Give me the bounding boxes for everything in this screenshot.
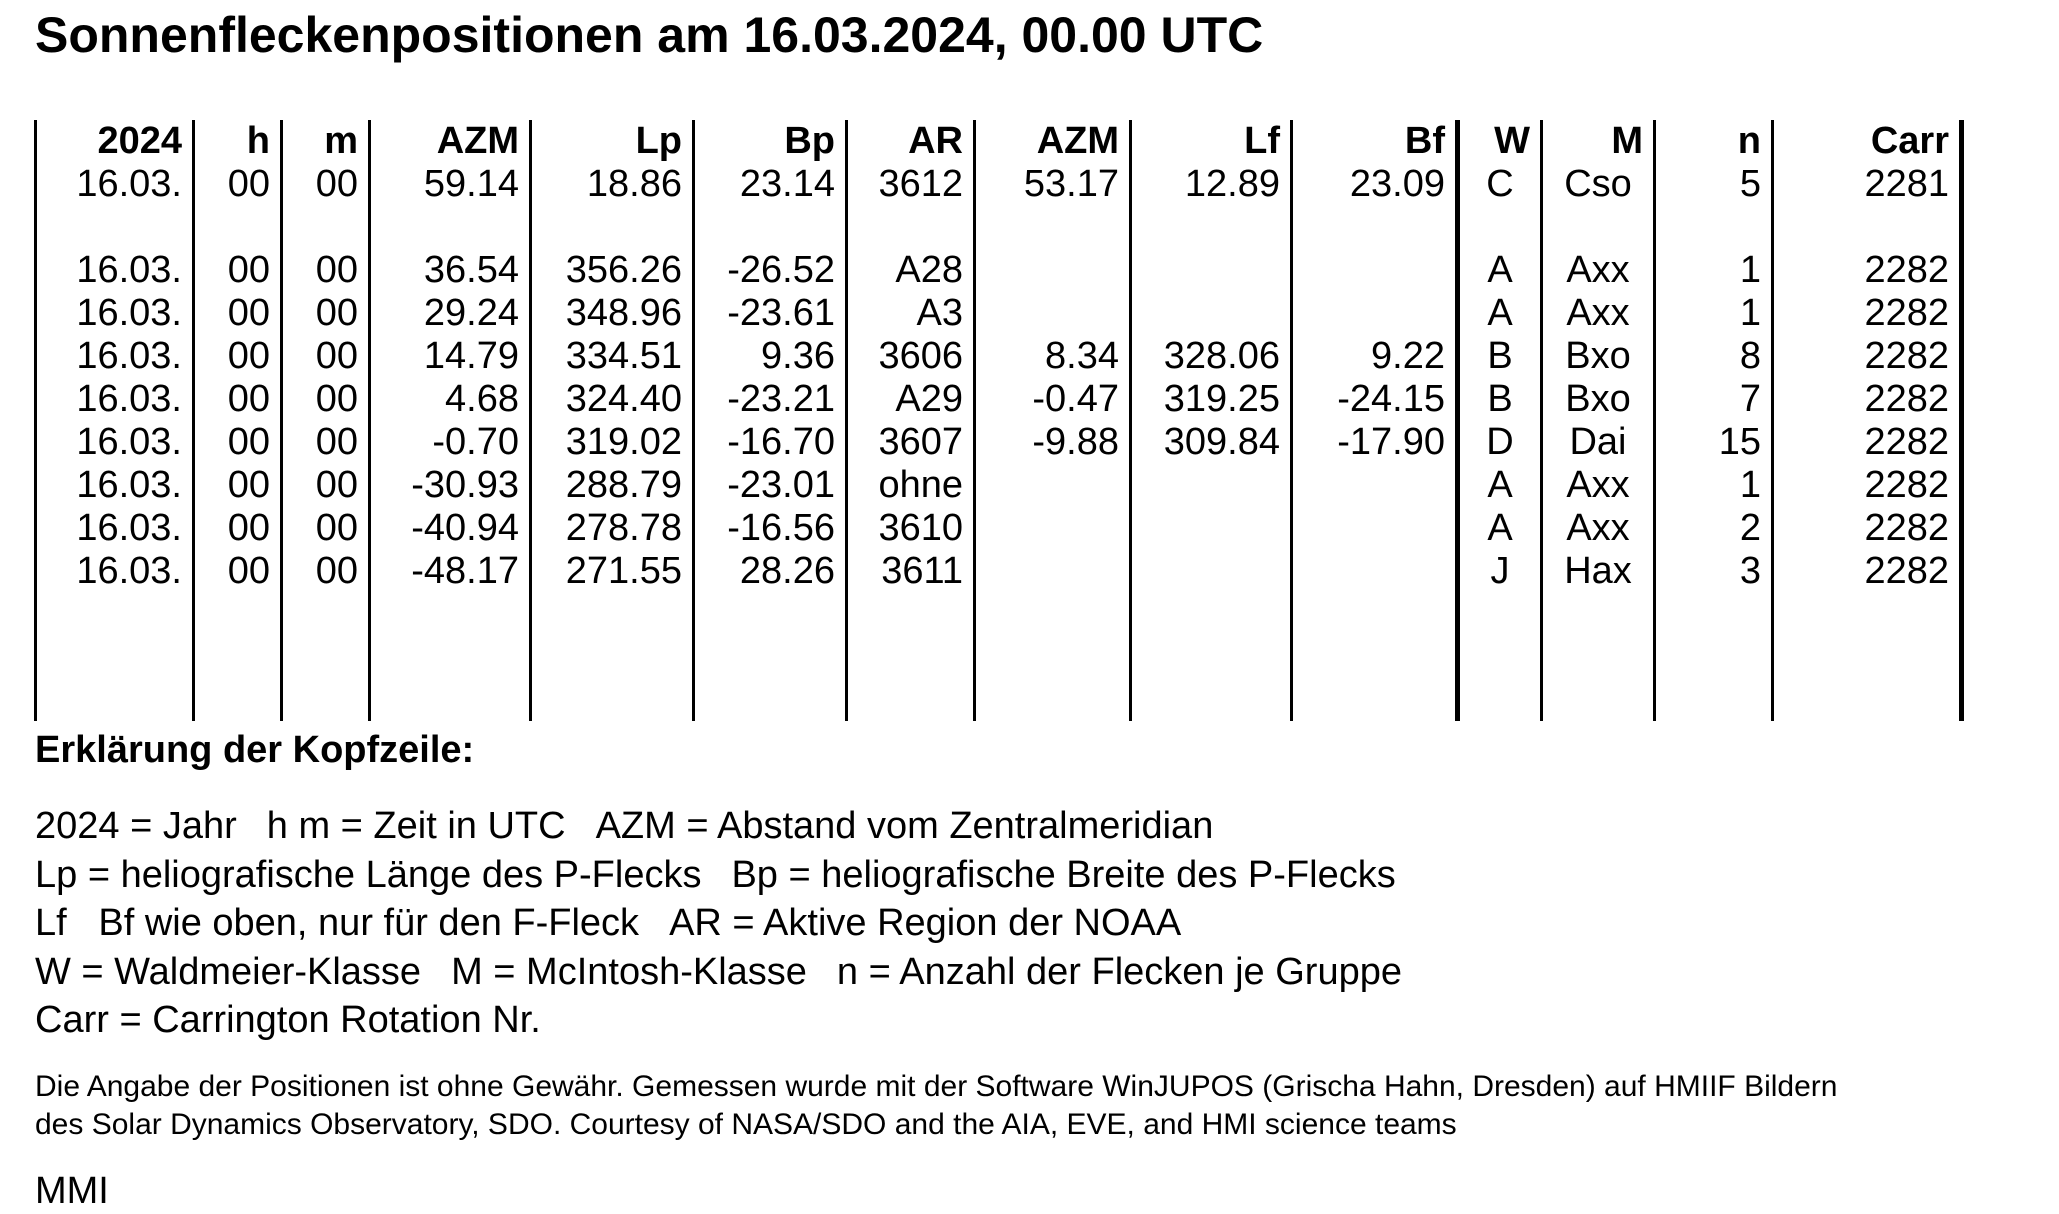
table-cell — [1542, 593, 1655, 721]
table-cell: Dai — [1542, 421, 1655, 464]
table-cell: A — [1458, 507, 1542, 550]
table-row — [36, 292, 1962, 335]
table-cell: 2282 — [1773, 464, 1962, 507]
table-cell — [1458, 206, 1542, 249]
table-cell — [1131, 206, 1292, 249]
table-cell — [1131, 507, 1292, 550]
table-spacer-row — [36, 593, 1962, 721]
table-cell: -30.93 — [370, 464, 531, 507]
legend — [35, 802, 1402, 1045]
table-cell: 00 — [194, 378, 282, 421]
table-cell: 2282 — [1773, 292, 1962, 335]
legend-item: W = Waldmeier-Klasse — [35, 950, 422, 993]
table-cell: 00 — [194, 507, 282, 550]
table-cell: 1 — [1655, 249, 1773, 292]
table-cell — [847, 206, 975, 249]
table-cell: -23.21 — [694, 378, 847, 421]
table-cell: Axx — [1542, 464, 1655, 507]
table-row — [36, 550, 1962, 593]
table-cell: -23.61 — [694, 292, 847, 335]
table-cell: 9.22 — [1292, 335, 1458, 378]
table-cell — [1292, 507, 1458, 550]
table-cell: -0.47 — [975, 378, 1131, 421]
table-cell — [1131, 464, 1292, 507]
column-header: AZM — [370, 120, 531, 163]
table-cell: 00 — [282, 292, 370, 335]
table-cell: 59.14 — [370, 163, 531, 206]
table-cell: J — [1458, 550, 1542, 593]
table-cell: 23.09 — [1292, 163, 1458, 206]
table-cell: B — [1458, 378, 1542, 421]
table-cell — [1292, 593, 1458, 721]
table-cell: 288.79 — [531, 464, 694, 507]
table-cell: 00 — [282, 163, 370, 206]
table-cell: D — [1458, 421, 1542, 464]
table-cell — [975, 249, 1131, 292]
table-cell: 5 — [1655, 163, 1773, 206]
table-cell: 4.68 — [370, 378, 531, 421]
disclaimer-line: des Solar Dynamics Observatory, SDO. Courtesy of NASA/SDO and the AIA, EVE, and HMI science teams — [35, 1108, 1457, 1141]
table-cell — [975, 507, 1131, 550]
table-cell: ohne — [847, 464, 975, 507]
table-cell: -9.88 — [975, 421, 1131, 464]
table-cell: A28 — [847, 249, 975, 292]
legend-item: Lp = heliografische Länge des P-Flecks — [35, 853, 702, 896]
column-header: W — [1458, 120, 1542, 163]
column-header: AR — [847, 120, 975, 163]
table-cell: 00 — [194, 464, 282, 507]
table-cell — [694, 593, 847, 721]
legend-item: Lf Bf wie oben, nur für den F-Fleck — [35, 902, 640, 944]
table-cell: 00 — [194, 550, 282, 593]
table-cell: Bxo — [1542, 378, 1655, 421]
table-cell — [1131, 593, 1292, 721]
table-cell: 3612 — [847, 163, 975, 206]
table-cell — [1542, 206, 1655, 249]
table-cell — [1655, 593, 1773, 721]
table-cell: -23.01 — [694, 464, 847, 507]
table-cell — [1458, 593, 1542, 721]
table-cell — [975, 292, 1131, 335]
legend-item: Bp = heliografische Breite des P-Flecks — [731, 853, 1396, 896]
table-cell: 16.03. — [36, 335, 194, 378]
table-row — [36, 421, 1962, 464]
table-cell: 53.17 — [975, 163, 1131, 206]
table-cell — [1292, 206, 1458, 249]
table-cell: 00 — [282, 249, 370, 292]
table-cell: 2282 — [1773, 421, 1962, 464]
table-cell: 2282 — [1773, 378, 1962, 421]
table-cell: A — [1458, 292, 1542, 335]
table-cell: 319.25 — [1131, 378, 1292, 421]
legend-line — [35, 948, 1402, 997]
table-cell: A — [1458, 249, 1542, 292]
table-cell: 3611 — [847, 550, 975, 593]
table-cell: 16.03. — [36, 507, 194, 550]
table-cell: -48.17 — [370, 550, 531, 593]
table-cell: -16.56 — [694, 507, 847, 550]
table-row — [36, 464, 1962, 507]
table-cell: 14.79 — [370, 335, 531, 378]
table-cell: 3606 — [847, 335, 975, 378]
table-header-row — [36, 120, 1962, 163]
table-cell: 356.26 — [531, 249, 694, 292]
table-cell — [975, 593, 1131, 721]
column-header: Lp — [531, 120, 694, 163]
column-header: AZM — [975, 120, 1131, 163]
table-row — [36, 378, 1962, 421]
table-cell: 9.36 — [694, 335, 847, 378]
table-cell: 328.06 — [1131, 335, 1292, 378]
legend-item: h m = Zeit in UTC — [266, 805, 566, 847]
table-cell: Axx — [1542, 249, 1655, 292]
disclaimer — [35, 1068, 1837, 1144]
legend-line — [35, 851, 1402, 900]
legend-line — [35, 802, 1402, 851]
table-cell: 334.51 — [531, 335, 694, 378]
table-cell: 8.34 — [975, 335, 1131, 378]
column-header: Bf — [1292, 120, 1458, 163]
column-header: Lf — [1131, 120, 1292, 163]
table-cell — [975, 206, 1131, 249]
table-cell: 3 — [1655, 550, 1773, 593]
table-cell: 7 — [1655, 378, 1773, 421]
table-cell: 1 — [1655, 292, 1773, 335]
table-cell: 348.96 — [531, 292, 694, 335]
table-cell: 00 — [282, 421, 370, 464]
table-cell — [531, 206, 694, 249]
table-cell — [194, 206, 282, 249]
table-cell: 00 — [282, 464, 370, 507]
table-cell: 12.89 — [1131, 163, 1292, 206]
sunspot-table-container — [34, 120, 1964, 721]
table-cell: 271.55 — [531, 550, 694, 593]
legend-item: Carr = Carrington Rotation Nr. — [35, 999, 541, 1041]
legend-line — [35, 996, 1402, 1045]
table-cell: 28.26 — [694, 550, 847, 593]
table-cell: 2282 — [1773, 550, 1962, 593]
table-cell: -24.15 — [1292, 378, 1458, 421]
table-cell: 00 — [282, 507, 370, 550]
table-cell — [1292, 550, 1458, 593]
table-cell: 23.14 — [694, 163, 847, 206]
table-cell: 16.03. — [36, 292, 194, 335]
table-cell: -26.52 — [694, 249, 847, 292]
table-cell: 00 — [194, 335, 282, 378]
table-cell: -17.90 — [1292, 421, 1458, 464]
table-cell — [975, 550, 1131, 593]
table-cell: 18.86 — [531, 163, 694, 206]
table-cell — [1292, 249, 1458, 292]
table-cell — [370, 593, 531, 721]
table-cell: -40.94 — [370, 507, 531, 550]
table-cell: 1 — [1655, 464, 1773, 507]
table-cell: Bxo — [1542, 335, 1655, 378]
table-cell: 324.40 — [531, 378, 694, 421]
table-cell: Axx — [1542, 507, 1655, 550]
legend-item: AZM = Abstand vom Zentralmeridian — [595, 805, 1214, 847]
table-cell: 8 — [1655, 335, 1773, 378]
table-row — [36, 335, 1962, 378]
table-cell — [1773, 206, 1962, 249]
table-cell: 2281 — [1773, 163, 1962, 206]
table-cell — [282, 593, 370, 721]
table-cell: Hax — [1542, 550, 1655, 593]
table-cell: A3 — [847, 292, 975, 335]
table-cell: 16.03. — [36, 249, 194, 292]
table-cell — [694, 206, 847, 249]
table-cell: 16.03. — [36, 550, 194, 593]
table-cell: 2 — [1655, 507, 1773, 550]
table-cell: -0.70 — [370, 421, 531, 464]
table-cell — [1773, 593, 1962, 721]
table-cell: 2282 — [1773, 507, 1962, 550]
table-cell — [370, 206, 531, 249]
table-row — [36, 163, 1962, 206]
table-cell: A — [1458, 464, 1542, 507]
table-row — [36, 249, 1962, 292]
signature: MMI — [35, 1170, 109, 1212]
legend-item: n = Anzahl der Flecken je Gruppe — [836, 950, 1402, 993]
column-header: Bp — [694, 120, 847, 163]
table-cell — [1292, 464, 1458, 507]
column-header: Carr — [1773, 120, 1962, 163]
table-cell: 00 — [282, 378, 370, 421]
table-cell: 319.02 — [531, 421, 694, 464]
table-cell: B — [1458, 335, 1542, 378]
table-cell — [282, 206, 370, 249]
table-spacer-row — [36, 206, 1962, 249]
table-cell: 278.78 — [531, 507, 694, 550]
table-cell: 3610 — [847, 507, 975, 550]
table-cell: 00 — [194, 421, 282, 464]
table-cell — [847, 593, 975, 721]
column-header: 2024 — [36, 120, 194, 163]
table-cell — [36, 593, 194, 721]
table-cell — [531, 593, 694, 721]
column-header: M — [1542, 120, 1655, 163]
table-cell: 00 — [194, 249, 282, 292]
table-cell — [1655, 206, 1773, 249]
legend-title: Erklärung der Kopfzeile: — [35, 729, 475, 771]
table-cell — [975, 464, 1131, 507]
legend-line — [35, 899, 1402, 948]
table-cell — [1292, 292, 1458, 335]
table-cell: Axx — [1542, 292, 1655, 335]
table-cell: C — [1458, 163, 1542, 206]
table-cell: 00 — [194, 163, 282, 206]
table-cell: 16.03. — [36, 378, 194, 421]
table-cell: 29.24 — [370, 292, 531, 335]
legend-item: 2024 = Jahr — [35, 805, 237, 847]
table-cell — [1131, 550, 1292, 593]
table-cell: 16.03. — [36, 163, 194, 206]
disclaimer-line: Die Angabe der Positionen ist ohne Gewähr. Gemessen wurde mit der Software WinJUPOS (Grischa Hahn, Dresden) auf HMIIF Bildern — [35, 1070, 1838, 1103]
table-cell — [194, 593, 282, 721]
table-cell: Cso — [1542, 163, 1655, 206]
column-header: m — [282, 120, 370, 163]
table-cell — [1131, 249, 1292, 292]
table-cell: -16.70 — [694, 421, 847, 464]
page-title: Sonnenfleckenpositionen am 16.03.2024, 00.00 UTC — [35, 7, 1264, 63]
table-cell: A29 — [847, 378, 975, 421]
table-cell — [1131, 292, 1292, 335]
table-cell — [36, 206, 194, 249]
table-cell: 15 — [1655, 421, 1773, 464]
column-header: n — [1655, 120, 1773, 163]
table-cell: 16.03. — [36, 421, 194, 464]
table-body — [36, 163, 1962, 721]
sunspot-table — [34, 120, 1964, 721]
table-cell: 309.84 — [1131, 421, 1292, 464]
table-cell: 00 — [282, 550, 370, 593]
table-cell: 2282 — [1773, 249, 1962, 292]
table-cell: 16.03. — [36, 464, 194, 507]
table-cell: 3607 — [847, 421, 975, 464]
legend-item: M = McIntosh-Klasse — [451, 950, 807, 993]
table-cell: 00 — [194, 292, 282, 335]
legend-item: AR = Aktive Region der NOAA — [669, 902, 1182, 944]
table-row — [36, 507, 1962, 550]
table-cell: 2282 — [1773, 335, 1962, 378]
table-cell: 36.54 — [370, 249, 531, 292]
table-cell: 00 — [282, 335, 370, 378]
column-header: h — [194, 120, 282, 163]
